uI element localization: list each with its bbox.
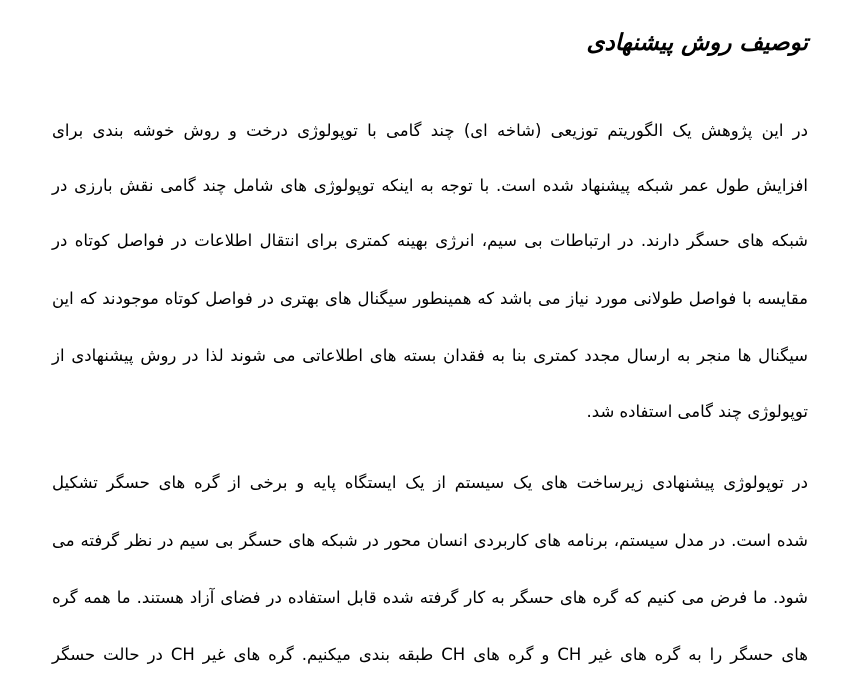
- section-heading: توصیف روش پیشنهادی: [586, 30, 808, 56]
- paragraph-2-line-2: شده است. در مدل سیستم، برنامه های کاربردی انسان محور در شبکه های حسگر بی سیم در نظر گرفته می: [52, 531, 808, 550]
- paragraph-1-line-4: مقایسه با فواصل طولانی مورد نیاز می باشد که همینطور سیگنال های بهتری در فواصل کوتاه موجودند که این: [52, 289, 808, 308]
- paragraph-1-line-3: شبکه های حسگر دارند. در ارتباطات بی سیم، انرژی بهینه کمتری برای انتقال اطلاعات در فواصل کوتاه در: [52, 231, 808, 250]
- paragraph-1-line-1: در این پژوهش یک الگوریتم توزیعی (شاخه ای) چند گامی با توپولوژی درخت و روش خوشه بندی برای: [52, 121, 808, 140]
- paragraph-1-line-2: افزایش طول عمر شبکه پیشنهاد شده است. با توجه به اینکه توپولوژی های شامل چند گامی نقش بارزی در: [52, 176, 808, 195]
- paragraph-1-line-6: توپولوژی چند گامی استفاده شد.: [586, 402, 808, 421]
- paragraph-2-line-3: شود. ما فرض می کنیم که گره های حسگر به کار گرفته شده قابل استفاده در فضای آزاد هستند. ما همه گره: [52, 588, 808, 607]
- paragraph-1-line-5: سیگنال ها منجر به ارسال مجدد کمتری بنا به فقدان بسته های اطلاعاتی می شوند لذا در روش پیشنهادی از: [52, 346, 808, 365]
- paragraph-2-line-4: های حسگر را به گره های غیر CH و گره های CH طبقه بندی میکنیم. گره های غیر CH در حالت حسگر: [52, 645, 808, 664]
- paragraph-2-line-1: در توپولوژی پیشنهادی زیرساخت های یک سیستم از یک ایستگاه پایه و برخی از گره های حسگر تشکیل: [52, 473, 808, 492]
